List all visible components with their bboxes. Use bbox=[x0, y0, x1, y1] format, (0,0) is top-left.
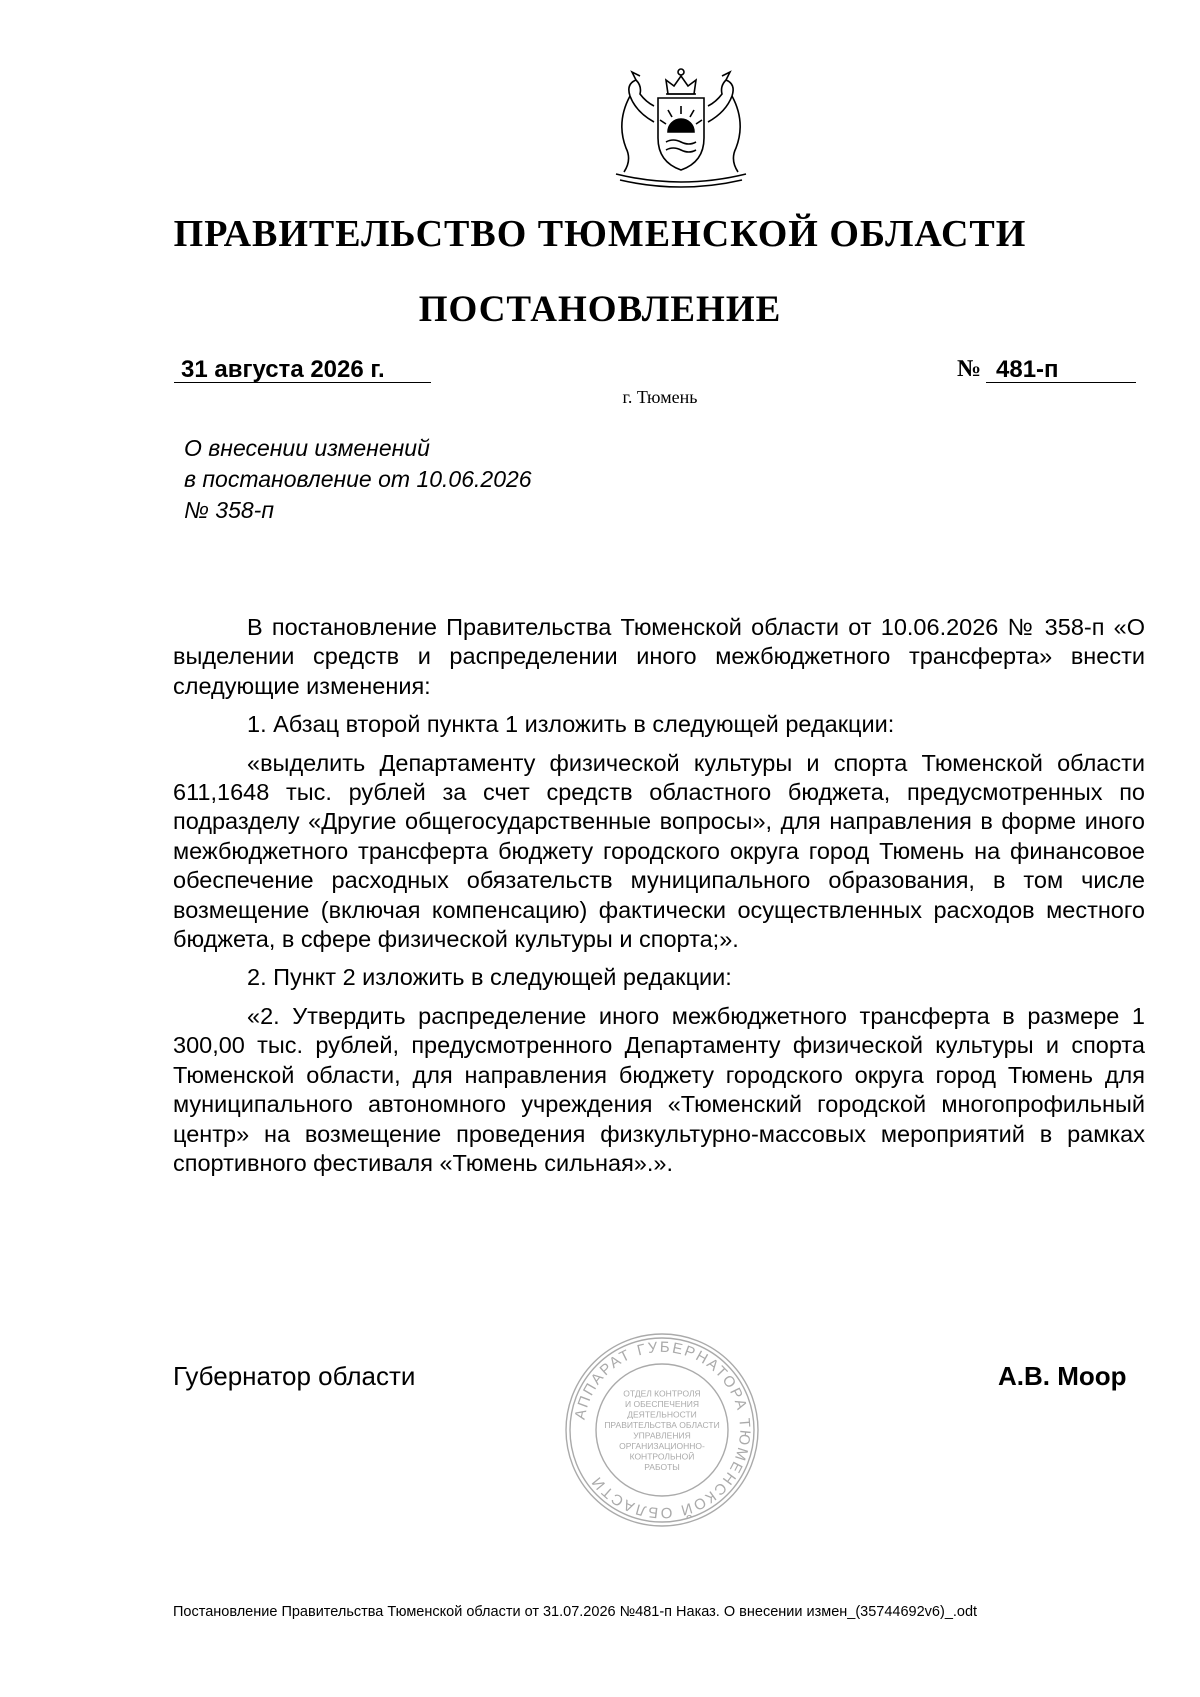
body-paragraph: 2. Пункт 2 изложить в следующей редакции: bbox=[247, 964, 732, 991]
document-number: 481-п bbox=[996, 356, 1059, 383]
signer-name: А.В. Моор bbox=[998, 1361, 1127, 1391]
document-body bbox=[173, 613, 1145, 1178]
stamp-inner-line: ДЕЯТЕЛЬНОСТИ bbox=[627, 1409, 697, 1420]
document-subject bbox=[184, 433, 532, 526]
body-paragraph: 1. Абзац второй пункта 1 изложить в следующей редакции: bbox=[247, 711, 895, 738]
stamp-inner-line: ОТДЕЛ КОНТРОЛЯ bbox=[623, 1388, 701, 1399]
stamp-inner-line: ПРАВИТЕЛЬСТВА ОБЛАСТИ bbox=[604, 1419, 720, 1430]
number-underline bbox=[986, 381, 1136, 383]
tyumen-coat-of-arms-icon bbox=[596, 62, 766, 190]
stamp-inner-line: ОРГАНИЗАЦИОННО- bbox=[619, 1440, 705, 1451]
subject-line: О внесении изменений bbox=[184, 435, 430, 461]
document-type-title: ПОСТАНОВЛЕНИЕ bbox=[418, 289, 782, 330]
city-label: г. Тюмень bbox=[622, 387, 698, 407]
stamp-inner-line: КОНТРОЛЬНОЙ bbox=[629, 1451, 695, 1462]
stamp-inner-line: УПРАВЛЕНИЯ bbox=[633, 1430, 691, 1441]
body-paragraph: «выделить Департаменту физической культуры и спорта Тюменской области 611,1648 тыс. рублей за счет средств областного бюджета, предусмотренных по подразделу «Другие общегосударственные вопросы», для направления в форме иного межбюджетного трансферта бюджету городского округа город Тюмень на финансовое обеспечение расходных обязательств муниципального образования, в том числе возмещение (включая компенсацию) фактически осуществленных расходов местного бюджета, в сфере физической культуры и спорта;». bbox=[173, 749, 1145, 953]
body-paragraph: «2. Утвердить распределение иного межбюджетного трансферта в размере 1 300,00 тыс. рублей, предусмотренного Департаменту физической культуры и спорта Тюменской области, для направления бюджету городского округа город Тюмень для муниципального автономного учреждения «Тюменский городской многопрофильный центр» на возмещение проведения физкультурно-массовых мероприятий в рамках спортивного фестиваля «Тюмень сильная».». bbox=[173, 1002, 1145, 1176]
date-underline bbox=[174, 381, 431, 383]
subject-line: № 358-п bbox=[184, 497, 274, 523]
organization-title: ПРАВИТЕЛЬСТВО ТЮМЕНСКОЙ ОБЛАСТИ bbox=[173, 213, 1027, 255]
stamp-outer-text: АППАРАТ ГУБЕРНАТОРА ТЮМЕНСКОЙ ОБЛАСТИ bbox=[571, 1338, 754, 1522]
number-sign: № bbox=[957, 356, 982, 382]
document-footer: Постановление Правительства Тюменской области от 31.07.2026 №481-п Наказ. О внесении измен_(35744692v6)_.odt bbox=[173, 1604, 978, 1620]
document-date: 31 августа 2026 г. bbox=[181, 356, 385, 383]
stamp-inner-line: И ОБЕСПЕЧЕНИЯ bbox=[625, 1398, 699, 1409]
stamp-inner-line: РАБОТЫ bbox=[644, 1461, 680, 1472]
signer-position: Губернатор области bbox=[173, 1361, 416, 1391]
official-stamp bbox=[562, 1330, 762, 1530]
subject-line: в постановление от 10.06.2026 bbox=[184, 466, 532, 492]
body-paragraph: В постановление Правительства Тюменской области от 10.06.2026 № 358-п «О выделении средств и распределении иного межбюджетного трансферта» внести следующие изменения: bbox=[173, 614, 1145, 699]
